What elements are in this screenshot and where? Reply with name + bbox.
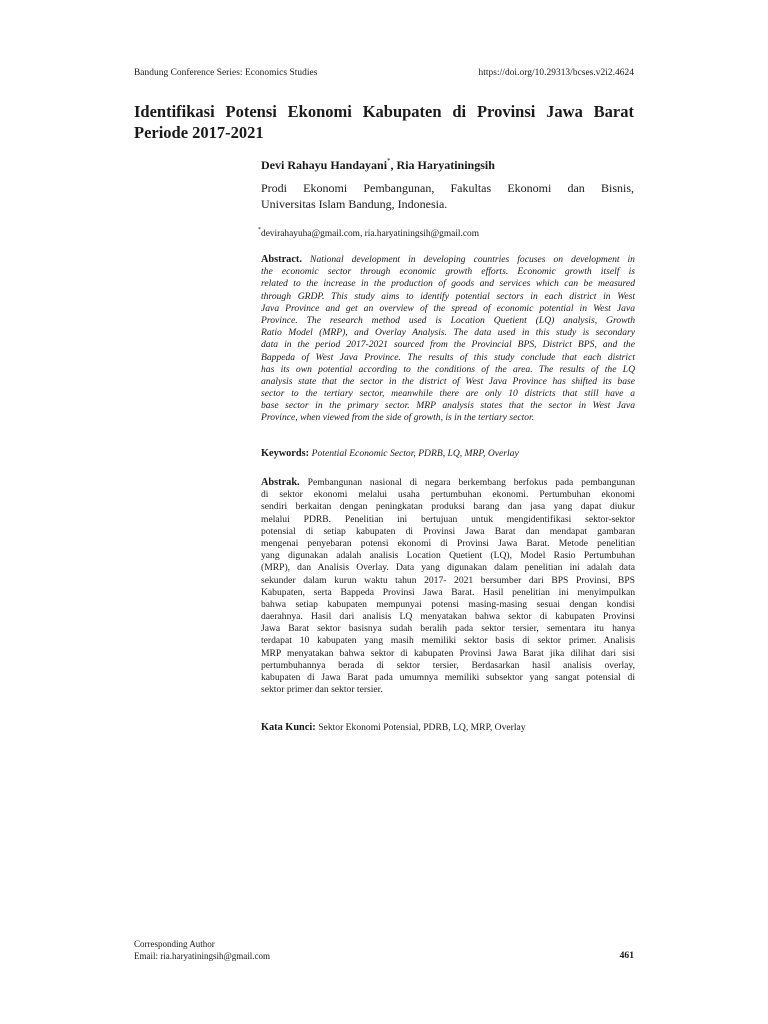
abstract-text: data in the period 2017-2021 sourced from the Provincial BPS, District BPS, and the [261,339,635,351]
email-separator: , [359,229,365,239]
footnote [134,938,270,962]
title-line-2: Periode 2017-2021 [134,123,264,142]
abstract-line [261,648,635,660]
paper-title [134,101,634,143]
abstract-line [261,550,635,562]
abstract-line [261,400,635,412]
abstract-label: Abstrak. [261,477,308,488]
author-name: Ria Haryatiningsih [396,158,495,172]
abstract-line [261,266,635,278]
abstract-english [261,254,635,425]
abstract-line [261,587,635,599]
abstract-text: sektor primer dan sektor tersier. [261,684,383,696]
abstract-line [261,291,635,303]
doi-link[interactable]: https://doi.org/10.29313/bcses.v2i2.4624 [478,68,634,78]
author-separator: , [390,158,397,172]
abstract-line [261,388,635,400]
abstract-text: terdapat 10 kabupaten yang masih memiliki sektor basis di sektor primer. Analisis [261,635,635,647]
abstract-line [261,327,635,339]
keywords-english [261,448,635,460]
affiliation-line: Prodi Ekonomi Pembangunan, Fakultas Ekonomi dan Bisnis, [261,181,634,195]
kata-kunci-text: Sektor Ekonomi Potensial, PDRB, LQ, MRP, Overlay [318,722,526,733]
page-number: 461 [619,950,634,961]
abstract-text: Province. The research method used is Location Quetient (LQ) analysis, Growth [261,314,635,326]
journal-name: Bandung Conference Series: Economics Studies [134,68,318,78]
abstract-line [261,412,635,424]
abstract-text: Ratio Model (MRP), and Overlay Analysis. The data used in this study is secondary [261,327,635,339]
abstract-text: di sektor ekonomi melalui usaha pertumbuhan ekonomi. Pertumbuhan ekonomi [261,489,635,501]
abstract-text: the economic sector through economic growth efforts. Economic growth itself is [261,266,635,278]
abstract-text: sendiri berkaitan dengan peningkatan produksi barang dan jasa yang dapat diukur [261,501,635,513]
abstract-text: analysis state that the sector in the district of West Java Province has shifted its base [261,375,635,387]
kata-kunci-label: Kata Kunci: [261,722,316,733]
corresponding-email: Email: ria.haryatiningsih@gmail.com [134,951,271,961]
abstract-text: base sector in the primary sector. MRP analysis states that the sector in West Java [261,400,635,412]
abstract-line [261,538,635,550]
affiliation [261,180,634,212]
abstract-text: sekunder dalam kurun waktu tahun 2017- 2021 bersumber dari BPS Provinsi, BPS [261,574,635,586]
email-mark: * [258,227,261,233]
abstract-text: daerahnya. Hasil dari analisis LQ menyatakan bahwa sektor di kabupaten Provinsi [261,611,635,623]
running-head [134,68,634,82]
abstract-line [261,660,635,672]
keywords-indonesian [261,722,635,734]
abstract-line [261,501,635,513]
keywords-label: Keywords: [261,448,310,459]
abstract-text: Jawa Barat sektor basisnya sudah beralih pada sektor tersier, sementara itu hanya [261,623,635,635]
abstract-text: potensial di setiap kabupaten di Provinsi Jawa Barat dan mendapat gambaran [261,525,635,537]
abstract-line [261,278,635,290]
abstract-text: National development in developing countries focuses on development in [310,254,635,265]
abstract-line [261,562,635,574]
corresponding-author-label: Corresponding Author [134,939,215,949]
abstract-text: mengenai penyebaran potensi ekonomi di Provinsi Jawa Barat. Metode penelitian [261,537,635,549]
abstract-line [261,254,635,266]
corresponding-mark: * [387,157,391,165]
author-name: Devi Rahayu Handayani [261,158,388,172]
abstract-text: Bappeda of West Java Province. The results of this study conclude that each district [261,351,635,363]
abstract-line [261,611,635,623]
abstract-text: Province, when viewed from the side of growth, is in the tertiary sector. [261,412,535,424]
abstract-line [261,477,635,489]
abstract-line [261,684,635,696]
abstract-text: Java Province and get an overview of the spread of economic potential in West Java [261,302,635,314]
abstract-line [261,599,635,611]
abstract-text: melalui PDRB. Penelitian ini bertujuan untuk mengidentifikasi sektor-sektor [261,513,635,525]
abstract-text: Kabupaten, serta Bappeda Provinsi Jawa Barat. Hasil penelitian ini menyimpulkan [261,586,635,598]
abstract-line [261,489,635,501]
abstract-text: pertumbuhannya berada di sektor tersier, Berdasarkan hasil analisis overlay, [261,659,635,671]
abstract-line [261,364,635,376]
abstract-text: bahwa setiap kabupaten mempunyai potensi masing-masing sesuai dengan kondisi [261,598,635,610]
abstract-text: sector to the tertiary sector, meanwhile there are only 10 districts that still have a [261,388,635,400]
abstract-line [261,303,635,315]
abstract-line [261,315,635,327]
abstract-line [261,575,635,587]
abstract-line [261,376,635,388]
abstract-line [261,672,635,684]
abstract-line [261,635,635,647]
abstract-text: kabupaten di Jawa Barat pada umumnya memiliki subsektor yang sangat potensial di [261,672,635,683]
abstract-text: MRP menyatakan bahwa sektor di kabupaten Provinsi Jawa Barat jika dilihat dari sisi [261,647,635,659]
abstract-label: Abstract. [261,254,311,265]
abstract-line [261,352,635,364]
keywords-text: Potential Economic Sector, PDRB, LQ, MRP, Overlay [311,448,519,459]
author-list [261,157,634,173]
abstract-text: yang digunakan adalah analisis Location Quetient (LQ), Model Rasio Pertumbuhan [261,550,635,562]
abstract-text: related to the increase in the production of goods and services which can be measured [261,278,635,290]
abstract-text: Pembangunan nasional di negara berkembang berfokus pada pembangunan [307,477,635,488]
abstract-line [261,514,635,526]
affiliation-line: Universitas Islam Bandung, Indonesia. [261,197,448,211]
author-emails [258,225,638,240]
abstract-text: has its own potential according to the conditions of the area. The results of the LQ [261,363,635,375]
abstract-line [261,339,635,351]
email-link[interactable]: ria.haryatiningsih@gmail.com [364,229,479,239]
email-link[interactable]: devirahayuha@gmail.com [261,229,360,239]
title-line-1: Identifikasi Potensi Ekonomi Kabupaten di Provinsi Jawa Barat [134,102,634,121]
abstract-text: through GRDP. This study aims to identify potential sectors in each district in West [261,290,635,302]
abstract-indonesian [261,477,635,696]
abstract-line [261,526,635,538]
abstract-line [261,623,635,635]
abstract-text: (MRP), dan Analisis Overlay. Data yang digunakan dalam penelitian ini adalah data [261,562,635,574]
